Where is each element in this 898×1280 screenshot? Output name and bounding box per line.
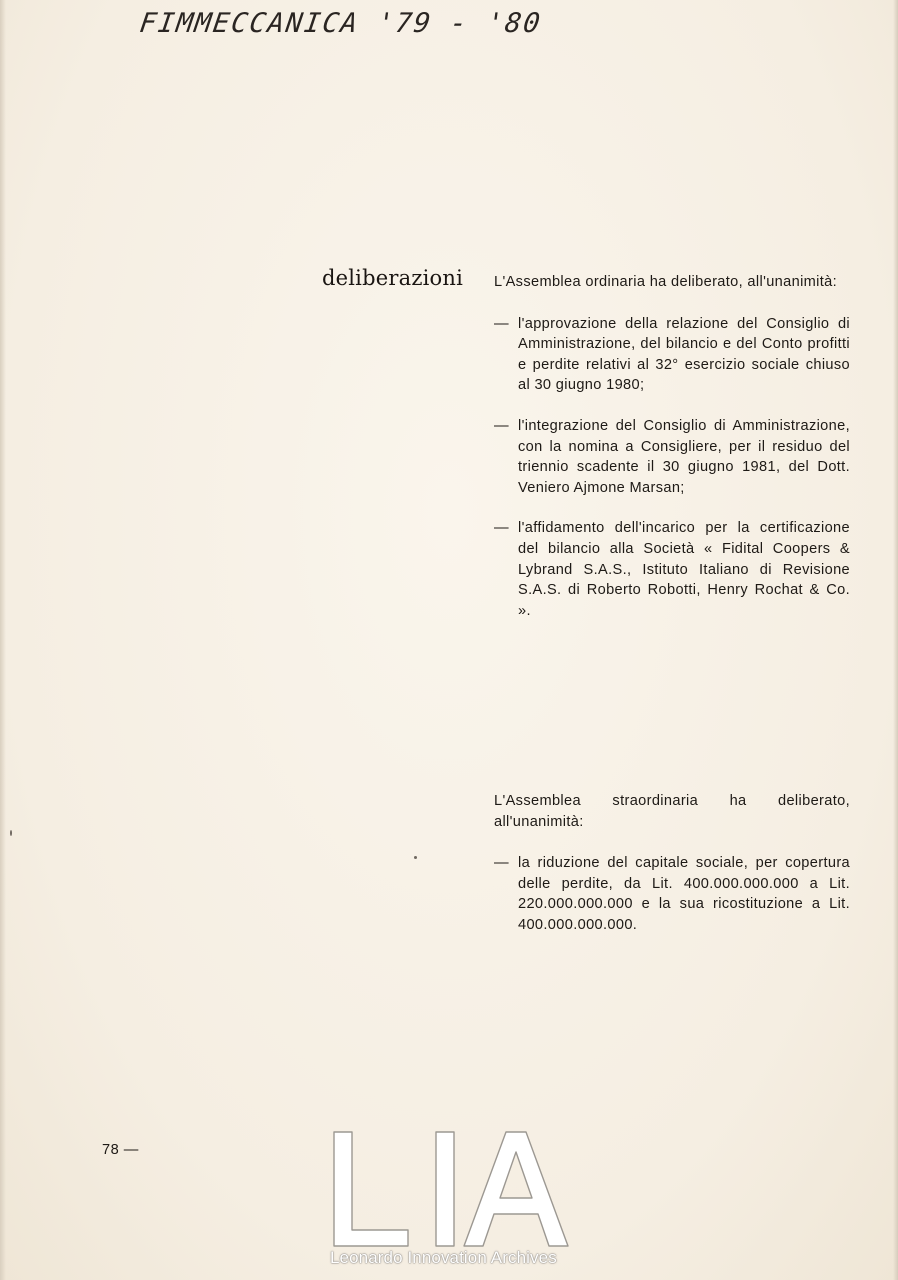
resolution-item [494, 518, 850, 621]
archive-watermark [318, 1118, 580, 1278]
ordinary-meeting-intro: L'Assemblea ordinaria ha deliberato, all'unanimità: [494, 274, 838, 290]
scan-speck [10, 830, 12, 836]
lia-logo-icon [330, 1122, 570, 1252]
list-dash: — [494, 315, 509, 332]
resolution-item [494, 314, 850, 396]
list-dash: — [494, 855, 509, 872]
list-dash: — [494, 417, 509, 434]
ordinary-meeting-block [494, 272, 850, 621]
resolution-item [494, 416, 850, 498]
resolution-text: l'approvazione della relazione del Consiglio di Amministrazione, del bilancio e del Conto profitti e perdite relativi al 32° esercizio sociale chiuso al 30 giugno 1980; [518, 315, 850, 394]
watermark-caption: Leonardo Innovation Archives [330, 1248, 557, 1267]
resolution-item [494, 853, 850, 935]
resolution-text: la riduzione del capitale sociale, per copertura delle perdite, da Lit. 400.000.000.000 a Lit. 220.000.000.000 e la sua ricostituzione a Lit. 400.000.000.000. [518, 855, 850, 933]
scan-edge-right [893, 0, 898, 1280]
extraordinary-meeting-block [494, 791, 850, 936]
resolution-text: l'integrazione del Consiglio di Amministrazione, con la nomina a Consigliere, per il residuo del triennio scadente il 30 giugno 1981, del Dott. Veniero Ajmone Marsan; [518, 417, 850, 496]
section-title: deliberazioni [322, 266, 463, 290]
page-number: 78 — [102, 1142, 139, 1158]
scan-speck [414, 856, 417, 859]
list-dash: — [494, 520, 509, 537]
extraordinary-meeting-intro: L'Assemblea straordinaria ha deliberato, all'unanimità: [494, 793, 850, 830]
handwritten-note: FIMMECCANICA '79 - '80 [137, 8, 544, 39]
resolution-text: l'affidamento dell'incarico per la certificazione del bilancio alla Società « Fidital Coopers & Lybrand S.A.S., Istituto Italiano di Revisione S.A.S. di Roberto Robotti, Henry Rochat & Co. ». [518, 520, 850, 619]
scan-edge-left [0, 0, 6, 1280]
